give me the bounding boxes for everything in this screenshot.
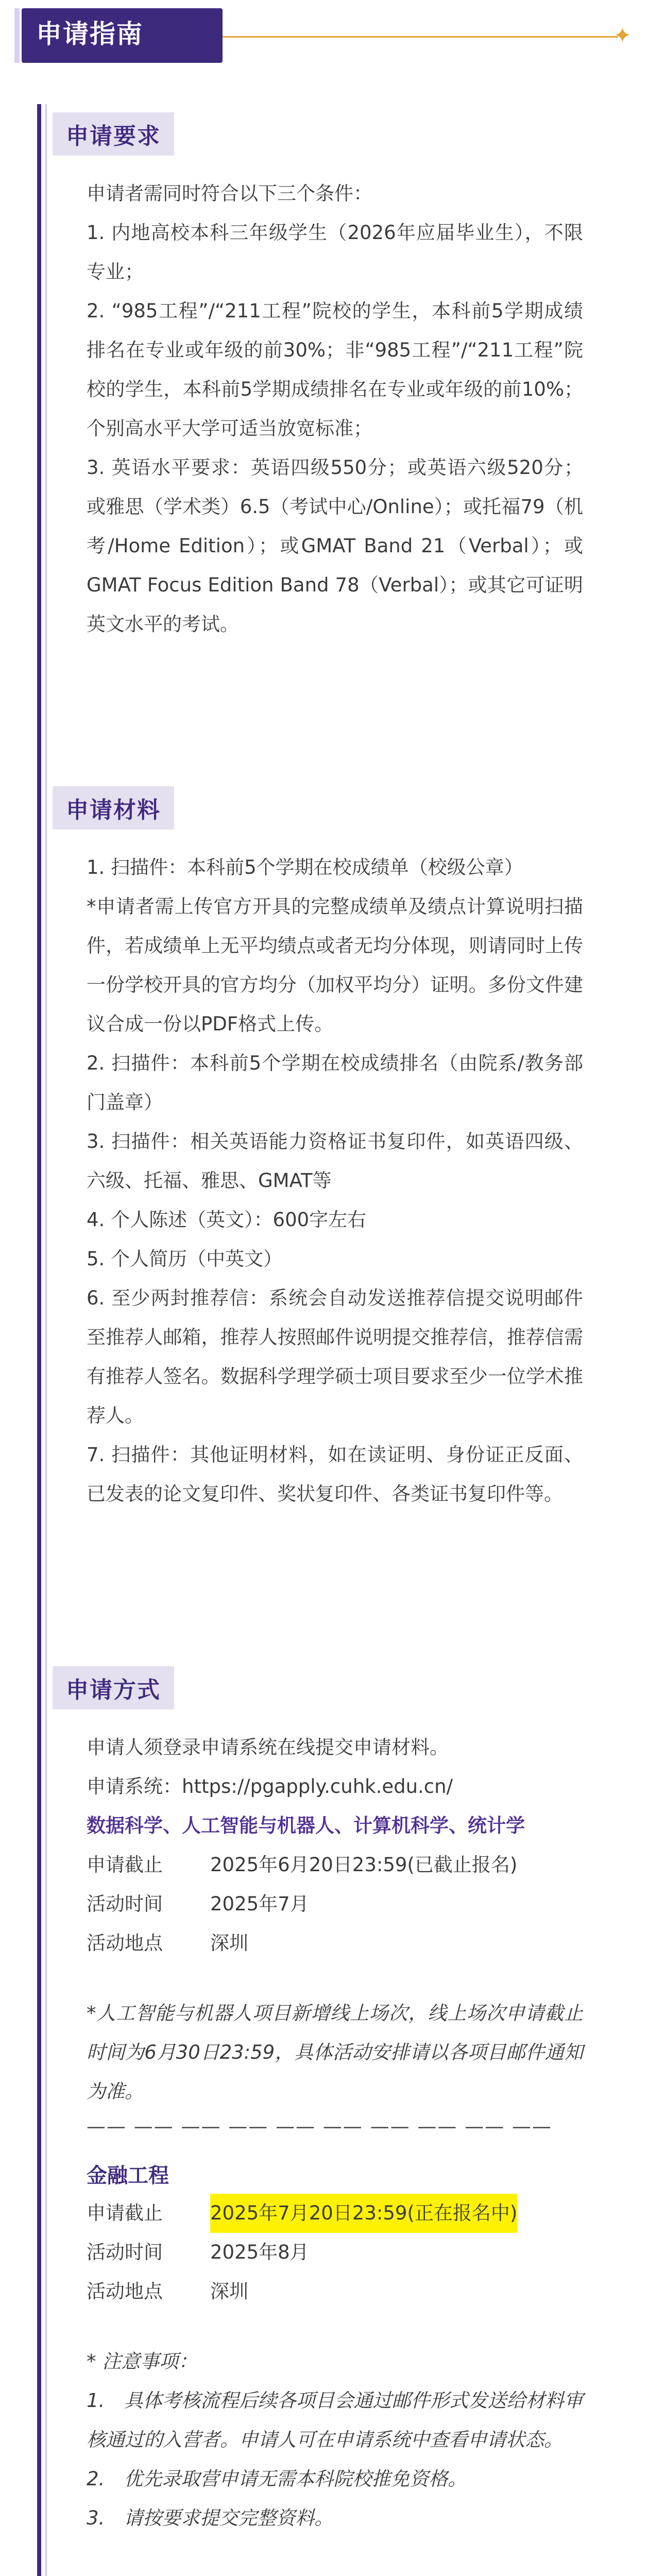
info-value: 深圳: [210, 1932, 248, 1954]
info-key: 活动地点: [87, 1932, 163, 1954]
info-value: 2025年6月20日23:59(已截止报名): [210, 1854, 518, 1876]
section-heading-text: 申请要求: [66, 123, 161, 149]
section-accent-bar: [37, 104, 41, 779]
info-key: 活动时间: [87, 1893, 163, 1915]
info-row: [87, 1845, 583, 1885]
section-heading: [53, 786, 174, 829]
section-accent-bar: [37, 1658, 41, 2576]
info-row: [87, 1885, 583, 1924]
program-group-title: 数据科学、人工智能与机器人、计算机科学、统计学: [87, 1815, 525, 1837]
section-heading: [53, 112, 174, 156]
material-item: 6. 至少两封推荐信：系统会自动发送推荐信提交说明邮件至推荐人邮箱，推荐人按照邮件说明提交推荐信，推荐信需有推荐人签名。数据科学理学硕士项目要求至少一位学术推荐人。: [87, 1287, 583, 1427]
dash-separator: —— —— —— —— —— —— —— —— —— ——: [87, 2115, 552, 2138]
material-item: 3. 扫描件：相关英语能力资格证书复印件，如英语四级、六级、托福、雅思、GMAT等: [87, 1130, 583, 1192]
info-key: 活动地点: [87, 2280, 163, 2302]
section-accent-bar: [37, 778, 41, 1788]
section-heading: [53, 1666, 174, 1709]
info-row: [87, 2233, 583, 2272]
guide-header: [0, 0, 647, 67]
deadline-highlight: 2025年7月20日23:59(正在报名中): [210, 2194, 517, 2233]
info-row: [87, 1924, 583, 1963]
apply-system-link[interactable]: 申请系统：https://pgapply.cuhk.edu.cn/: [87, 1775, 453, 1798]
header-divider: [223, 36, 618, 38]
method-section: [37, 1658, 609, 2538]
section-body: [37, 829, 609, 1514]
requirement-paragraph: 1. 内地高校本科三年级学生（2026年应届毕业生），不限专业；: [87, 222, 583, 283]
info-row: [87, 2272, 583, 2311]
sparkle-icon: ✦: [613, 23, 632, 48]
page-title: 申请指南: [36, 19, 143, 49]
section-heading-text: 申请材料: [66, 797, 161, 823]
note-item: 3. 请按要求提交完整资料。: [87, 2507, 334, 2529]
requirement-paragraph: 3. 英语水平要求：英语四级550分；或英语六级520分；或雅思（学术类）6.5（考试中心/Online）；或托福79（机考/Home Edition）；或GMAT Band 21（Verbal）；或GMAT Focus Edition Band 78（Verbal）；或其它可证明英文水平的考试。: [87, 456, 583, 635]
section-accent-line: [45, 778, 47, 1788]
material-item: 1. 扫描件：本科前5个学期在校成绩单（校级公章）: [87, 856, 523, 878]
note-item: 1. 具体考核流程后续各项目会通过邮件形式发送给材料审核通过的入营者。申请人可在申请系统中查看申请状态。: [87, 2389, 583, 2451]
requirement-paragraph: 申请者需同时符合以下三个条件：: [87, 182, 372, 205]
material-item: 5. 个人简历（中英文）: [87, 1248, 283, 1270]
method-intro: 申请人须登录申请系统在线提交申请材料。: [87, 1736, 449, 1758]
requirement-paragraph: 2. “985工程”/“211工程”院校的学生，本科前5学期成绩排名在专业或年级的前30%；非“985工程”/“211工程”院校的学生，本科前5学期成绩排名在专业或年级的前10%；个别高水平大学可适当放宽标准；: [87, 300, 583, 439]
info-row: [87, 2194, 583, 2233]
note-item: 2. 优先录取营申请无需本科院校推免资格。: [87, 2468, 467, 2490]
info-key: 活动时间: [87, 2241, 163, 2263]
material-item: 4. 个人陈述（英文）：600字左右: [87, 1209, 367, 1231]
info-key: 申请截止: [87, 1854, 163, 1876]
info-key: 申请截止: [87, 2202, 163, 2224]
info-value: 深圳: [210, 2280, 248, 2302]
section-accent-line: [45, 104, 47, 779]
spacer: [87, 2311, 583, 2342]
materials-section: [37, 778, 609, 1514]
section-accent-line: [45, 1658, 47, 2576]
section-body: [37, 156, 609, 644]
info-value: 2025年7月: [210, 1893, 309, 1915]
section-heading-text: 申请方式: [66, 1677, 161, 1703]
material-item: 7. 扫描件：其他证明材料，如在读证明、身份证正反面、已发表的论文复印件、奖状复印件、各类证书复印件等。: [87, 1444, 583, 1505]
section-body: [37, 1709, 609, 2538]
online-note: *人工智能与机器人项目新增线上场次，线上场次申请截止时间为6月30日23:59，具体活动安排请以各项目邮件通知为准。: [87, 2002, 583, 2103]
notes-title: * 注意事项：: [87, 2350, 198, 2372]
material-item: *申请者需上传官方开具的完整成绩单及绩点计算说明扫描件，若成绩单上无平均绩点或者无均分体现，则请同时上传一份学校开具的官方均分（加权平均分）证明。多份文件建议合成一份以PDF格式上传。: [87, 895, 583, 1035]
requirements-section: [37, 104, 609, 644]
program-group-title: 金融工程: [87, 2164, 169, 2188]
spacer: [87, 1963, 583, 1994]
material-item: 2. 扫描件：本科前5个学期在校成绩排名（由院系/教务部门盖章）: [87, 1052, 583, 1113]
info-value: 2025年8月: [210, 2241, 309, 2263]
